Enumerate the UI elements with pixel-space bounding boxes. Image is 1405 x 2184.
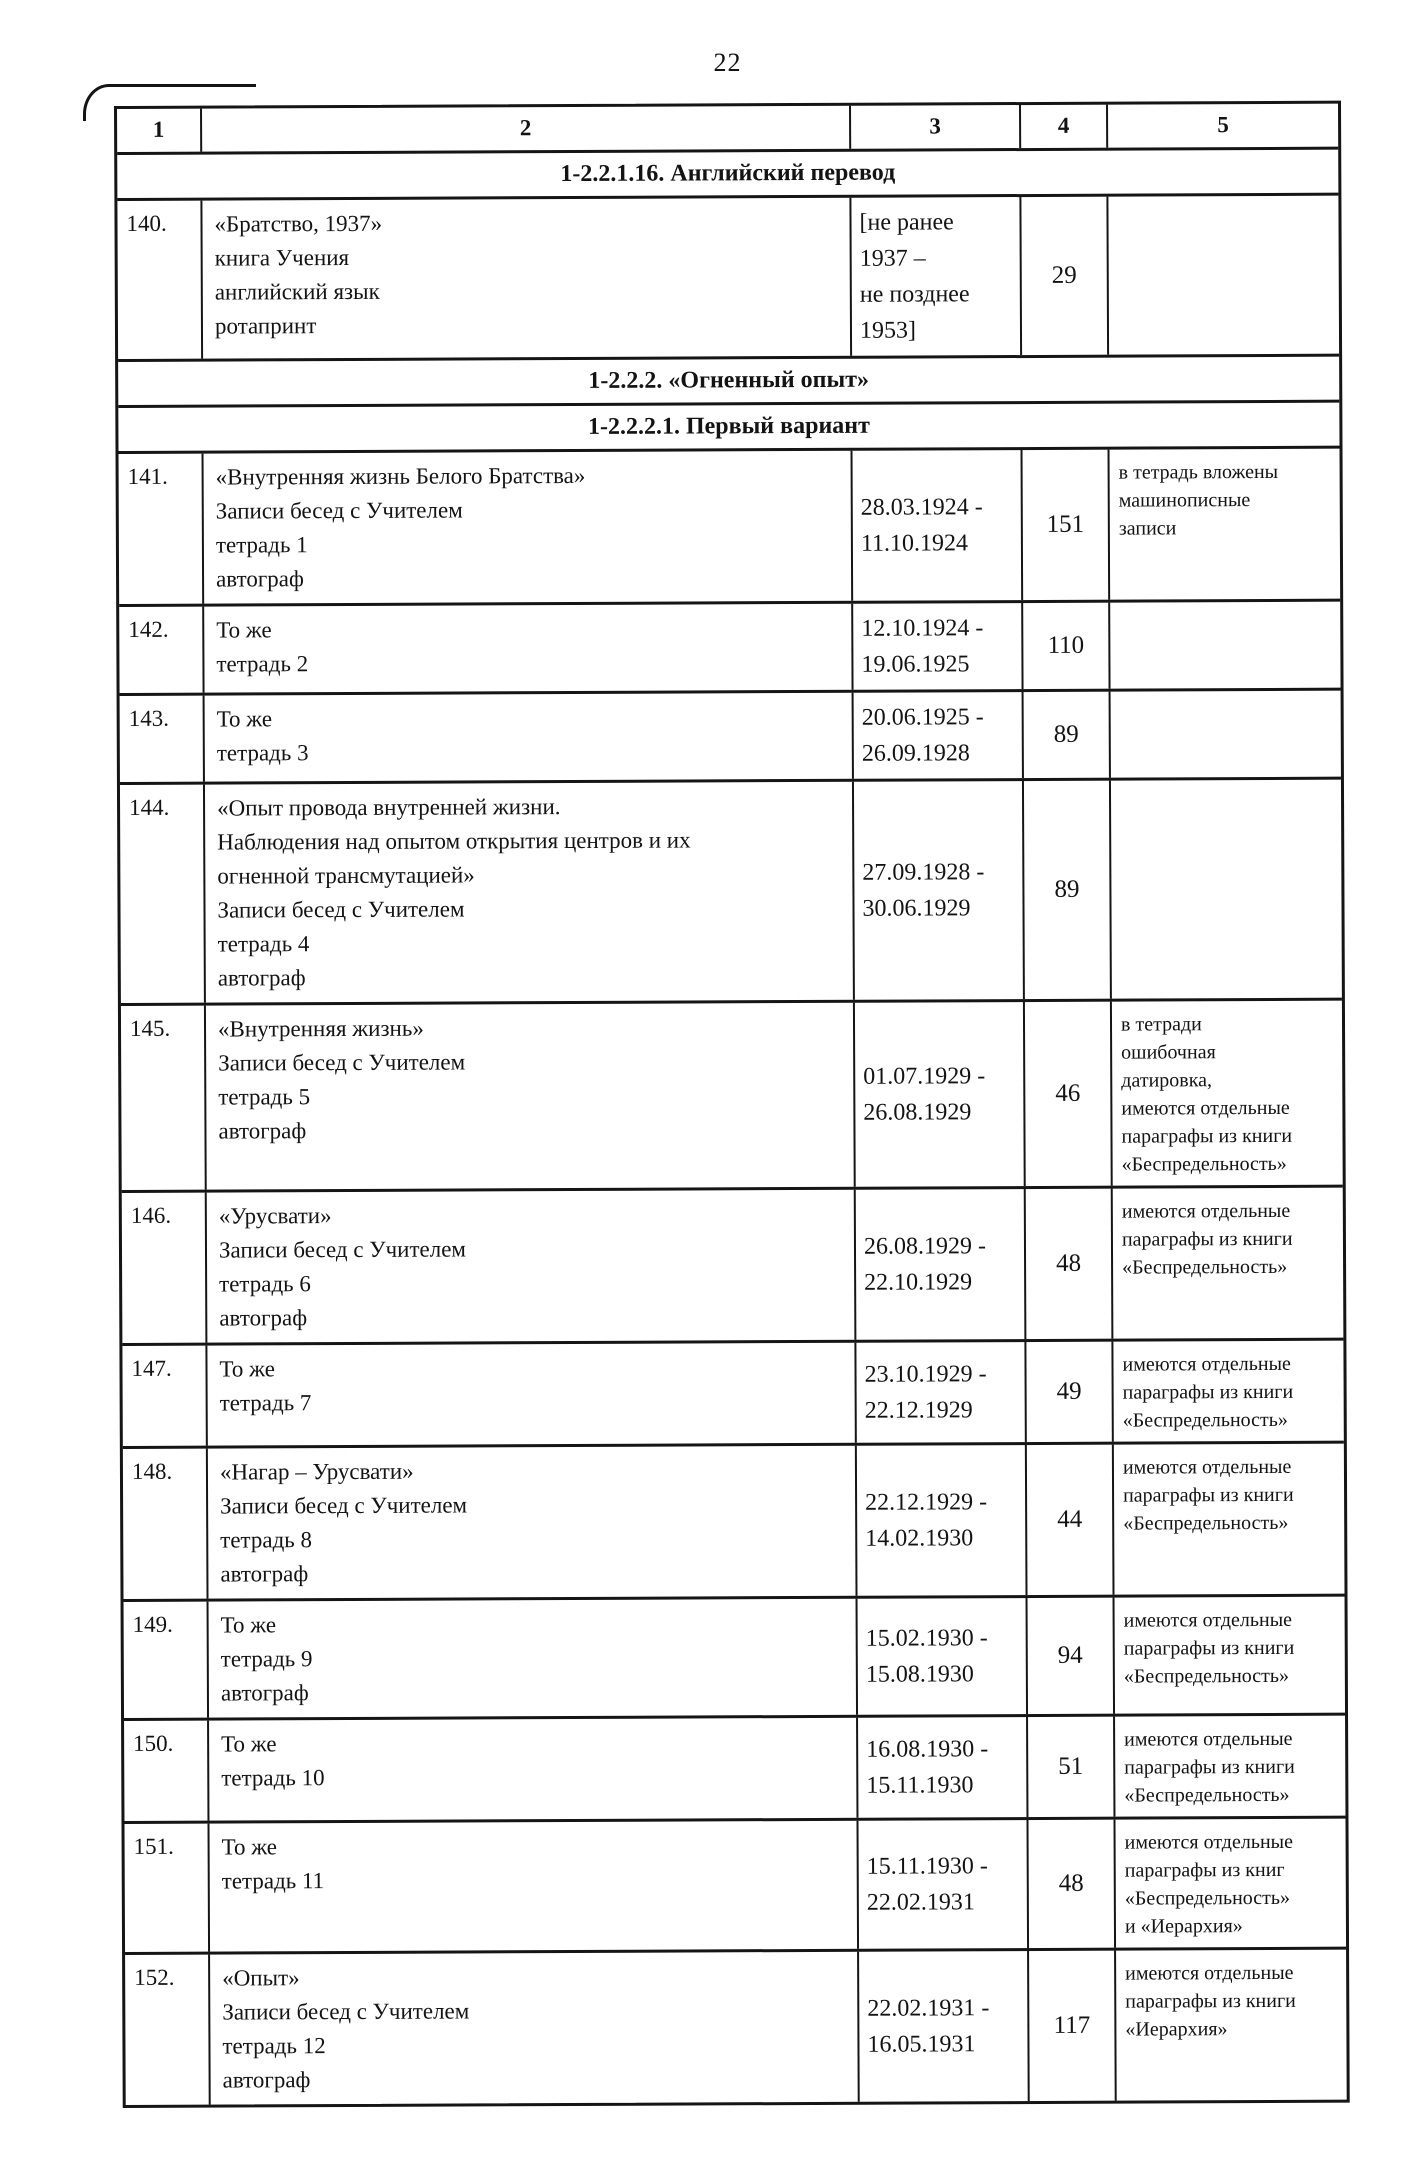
text-line: 22.12.1929 - — [865, 1489, 988, 1516]
entry-page-count: 89 — [1024, 692, 1111, 778]
entry-notes — [1113, 1188, 1344, 1339]
entry-dates — [859, 1951, 1030, 2102]
entry-dates — [855, 1002, 1026, 1187]
text-line: «Братство, 1937» — [214, 210, 383, 237]
entry-dates — [858, 1717, 1028, 1818]
entry-page-count: 110 — [1023, 603, 1110, 689]
text-line: «Беспредельность» — [1121, 1152, 1287, 1176]
column-header-5: 5 — [1217, 112, 1229, 138]
text-line: в тетрадь вложены — [1118, 460, 1279, 484]
text-line: тетрадь 4 — [217, 931, 310, 957]
text-line: Наблюдения над опытом открытия центров и их — [217, 827, 691, 855]
text-line: 14.02.1930 — [865, 1525, 974, 1552]
text-line: параграфы из книги — [1123, 1636, 1295, 1660]
text-line: 22.12.1929 — [864, 1397, 973, 1424]
entry-dates — [856, 1342, 1026, 1443]
text-line: 16.05.1931 — [867, 2031, 976, 2058]
text-line: автограф — [218, 1118, 307, 1144]
table-row — [121, 1001, 1343, 1193]
text-line: «Иерархия» — [1125, 2018, 1228, 2041]
table-row — [120, 691, 1341, 785]
text-line: имеются отдельные — [1124, 1727, 1293, 1751]
entry-description — [204, 604, 853, 693]
text-line: имеются отдельные — [1121, 1199, 1291, 1223]
entry-page-count: 46 — [1025, 1002, 1113, 1186]
entry-notes — [1116, 1950, 1347, 2101]
text-line: имеются отдельные — [1124, 1830, 1293, 1854]
table-row — [124, 1819, 1346, 1955]
entry-page-count: 94 — [1028, 1598, 1116, 1714]
text-line: «Беспредельность» — [1124, 1783, 1290, 1807]
entry-description — [209, 1821, 859, 1952]
text-line: в тетради — [1120, 1013, 1202, 1036]
section-header-row — [118, 403, 1339, 454]
entry-page-count: 89 — [1024, 781, 1112, 999]
table-row — [124, 1716, 1345, 1824]
text-line: ошибочная — [1121, 1041, 1216, 1064]
text-line: 15.11.1930 - — [866, 1853, 988, 1880]
text-line: «Беспредельность» — [1122, 1255, 1288, 1279]
entry-page-count: 44 — [1027, 1445, 1115, 1595]
section-title: 1-2.2.2.1. Первый вариант — [587, 412, 870, 440]
text-line: параграфы из книг — [1124, 1858, 1285, 1882]
entry-description — [205, 693, 854, 782]
entry-notes — [1110, 602, 1340, 689]
section-title: 1-2.2.2. «Огненный опыт» — [588, 366, 870, 394]
text-line: имеются отдельные — [1122, 1352, 1291, 1376]
entry-page-count: 117 — [1029, 1951, 1117, 2101]
text-line: ротапринт — [214, 313, 317, 339]
text-line: То же — [216, 617, 272, 643]
text-line: «Опыт» — [222, 1965, 300, 1991]
text-line: тетрадь 12 — [222, 2033, 326, 2059]
entry-description — [204, 451, 854, 604]
entry-description — [202, 198, 852, 359]
text-line: 27.09.1928 - — [862, 859, 985, 886]
text-line: автограф — [220, 1680, 309, 1706]
text-line: имеются отдельные — [1121, 1096, 1290, 1120]
entry-description — [209, 1718, 858, 1821]
text-line: параграфы из книги — [1121, 1227, 1293, 1251]
entry-description — [206, 1003, 856, 1190]
text-line: автограф — [219, 1305, 308, 1331]
text-line: [не ранее — [859, 209, 954, 236]
text-line: Записи бесед с Учителем — [215, 497, 463, 524]
text-line: «Нагар – Урусвати» — [219, 1458, 414, 1485]
text-line: 22.02.1931 — [866, 1889, 975, 1916]
entry-number: 146. — [122, 1193, 208, 1343]
text-line: автограф — [220, 1561, 309, 1587]
table-row — [122, 1188, 1344, 1346]
text-line: 28.03.1924 - — [860, 494, 983, 521]
entry-page-count: 48 — [1028, 1820, 1116, 1948]
text-line: 01.07.1929 - — [863, 1063, 986, 1090]
section-title: 1-2.2.1.16. Английский перевод — [560, 159, 896, 188]
entry-page-count: 48 — [1026, 1189, 1114, 1339]
entry-dates — [858, 1820, 1029, 1949]
text-line: имеются отдельные — [1122, 1455, 1292, 1479]
table-row — [122, 1341, 1343, 1449]
text-line: 1937 – — [859, 245, 926, 272]
entry-page-count: 29 — [1021, 197, 1109, 355]
text-line: параграфы из книги — [1121, 1124, 1293, 1148]
text-line: «Беспредельность» — [1123, 1664, 1290, 1688]
entry-notes — [1113, 1341, 1343, 1442]
entry-number: 149. — [124, 1602, 210, 1718]
text-line: датировка, — [1121, 1069, 1213, 1092]
text-line: автограф — [217, 965, 306, 991]
entry-notes — [1115, 1716, 1345, 1817]
text-line: автограф — [216, 566, 304, 592]
text-line: 22.10.1929 — [864, 1269, 973, 1296]
text-line: огненной трансмутацией» — [217, 862, 475, 889]
page-number: 22 — [713, 48, 742, 77]
text-line: английский язык — [214, 278, 380, 305]
entry-notes — [1114, 1444, 1345, 1595]
text-line: 11.10.1924 — [860, 530, 969, 557]
text-line: «Беспредельность» — [1122, 1408, 1288, 1432]
text-line: 26.09.1928 — [861, 740, 970, 767]
entry-number: 140. — [117, 201, 203, 359]
entry-notes — [1110, 449, 1341, 600]
entry-description — [208, 1446, 858, 1599]
text-line: машинописные — [1118, 489, 1251, 512]
rows-container — [117, 150, 1346, 2105]
entry-notes — [1115, 1597, 1346, 1714]
entry-dates — [854, 781, 1025, 1000]
entry-description — [209, 1599, 858, 1718]
entry-dates — [856, 1189, 1027, 1340]
text-line: параграфы из книги — [1122, 1380, 1294, 1404]
text-line: тетрадь 8 — [220, 1527, 313, 1553]
entry-dates — [858, 1598, 1029, 1715]
text-line: Записи бесед с Учителем — [218, 1049, 466, 1076]
text-line: «Беспредельность» — [1123, 1511, 1289, 1535]
text-line: «Беспредельность» — [1124, 1886, 1291, 1910]
column-header-4: 4 — [1021, 105, 1108, 148]
entry-dates — [854, 692, 1024, 779]
entry-dates — [857, 1445, 1028, 1596]
entry-dates — [853, 603, 1023, 690]
text-line: параграфы из книги — [1125, 1989, 1296, 2013]
table-row — [119, 449, 1341, 607]
table-row — [120, 780, 1342, 1006]
entry-page-count: 51 — [1028, 1717, 1115, 1817]
entry-notes — [1112, 1001, 1343, 1186]
text-line: «Урусвати» — [218, 1203, 332, 1229]
text-line: Записи бесед с Учителем — [222, 1998, 470, 2025]
text-line: автограф — [222, 2067, 311, 2093]
text-line: записи — [1118, 517, 1177, 540]
entry-description — [207, 1343, 856, 1446]
text-line: 30.06.1929 — [862, 895, 971, 922]
text-line: То же — [221, 1834, 278, 1860]
text-line: 26.08.1929 - — [863, 1233, 987, 1260]
entry-number: 147. — [122, 1346, 207, 1446]
entry-description — [207, 1190, 857, 1343]
text-line: 15.08.1930 — [865, 1661, 974, 1688]
inventory-table — [114, 101, 1350, 2108]
entry-number: 143. — [120, 696, 205, 782]
text-line: имеются отдельные — [1123, 1608, 1293, 1632]
text-line: Записи бесед с Учителем — [218, 1236, 467, 1263]
entry-number: 145. — [121, 1006, 207, 1190]
text-line: «Внутренняя жизнь Белого Братства» — [215, 462, 586, 490]
column-header-2: 2 — [202, 106, 851, 152]
entry-number: 150. — [124, 1721, 209, 1821]
text-line: тетрадь 9 — [220, 1646, 313, 1672]
table-row — [117, 196, 1339, 362]
text-line: 19.06.1925 — [861, 651, 970, 678]
column-header-3: 3 — [851, 105, 1021, 149]
text-line: имеются отдельные — [1125, 1961, 1294, 1985]
text-line: «Опыт провода внутренней жизни. — [217, 794, 561, 821]
entry-number: 144. — [120, 785, 206, 1003]
text-line: параграфы из книги — [1124, 1755, 1295, 1779]
entry-description — [205, 782, 855, 1003]
entry-dates — [853, 450, 1024, 601]
entry-notes — [1115, 1819, 1346, 1948]
text-line: тетрадь 3 — [216, 740, 309, 766]
text-line: Записи бесед с Учителем — [220, 1492, 468, 1519]
table-row — [119, 602, 1340, 696]
text-line: не позднее — [859, 281, 970, 308]
text-line: тетрадь 7 — [219, 1390, 312, 1416]
entry-page-count: 151 — [1023, 450, 1111, 600]
entry-number: 141. — [119, 454, 205, 604]
table-row — [125, 1950, 1347, 2105]
text-line: 22.02.1931 - — [867, 1995, 990, 2022]
entry-number: 152. — [125, 1955, 211, 2105]
entry-notes — [1111, 780, 1342, 999]
text-line: «Внутренняя жизнь» — [217, 1015, 424, 1042]
text-line: 23.10.1929 - — [864, 1361, 987, 1388]
text-line: и «Иерархия» — [1124, 1915, 1243, 1938]
text-line: Записи бесед с Учителем — [217, 896, 465, 923]
text-line: книга Учения — [214, 244, 350, 271]
text-line: То же — [220, 1612, 277, 1638]
text-line: То же — [221, 1731, 277, 1757]
entry-notes — [1111, 691, 1341, 778]
text-line: параграфы из книги — [1123, 1483, 1294, 1507]
entry-notes — [1108, 196, 1339, 355]
table-row — [123, 1444, 1345, 1602]
text-line: тетрадь 1 — [215, 532, 308, 558]
text-line: 26.08.1929 — [863, 1099, 972, 1126]
text-line: тетрадь 11 — [221, 1868, 325, 1894]
text-line: тетрадь 2 — [216, 651, 309, 677]
text-line: 15.02.1930 - — [865, 1625, 988, 1652]
entry-number: 148. — [123, 1449, 209, 1599]
entry-number: 151. — [124, 1824, 210, 1952]
text-line: тетрадь 10 — [221, 1765, 325, 1791]
entry-number: 142. — [119, 607, 204, 693]
entry-description — [210, 1952, 860, 2105]
entry-dates — [851, 197, 1022, 356]
text-line: 1953] — [859, 317, 917, 344]
text-line: 12.10.1924 - — [861, 615, 984, 642]
section-header-row — [117, 150, 1338, 201]
text-line: тетрадь 5 — [218, 1084, 311, 1110]
table-row — [124, 1597, 1346, 1721]
text-line: 16.08.1930 - — [866, 1736, 989, 1763]
column-header-1: 1 — [117, 109, 202, 152]
table-header-row — [117, 104, 1338, 155]
text-line: То же — [216, 706, 273, 732]
text-line: 15.11.1930 — [866, 1772, 974, 1799]
section-header-row — [118, 357, 1339, 408]
text-line: тетрадь 6 — [219, 1271, 311, 1297]
text-line: 20.06.1925 - — [861, 704, 984, 731]
entry-page-count: 49 — [1026, 1342, 1113, 1442]
text-line: То же — [219, 1356, 275, 1382]
